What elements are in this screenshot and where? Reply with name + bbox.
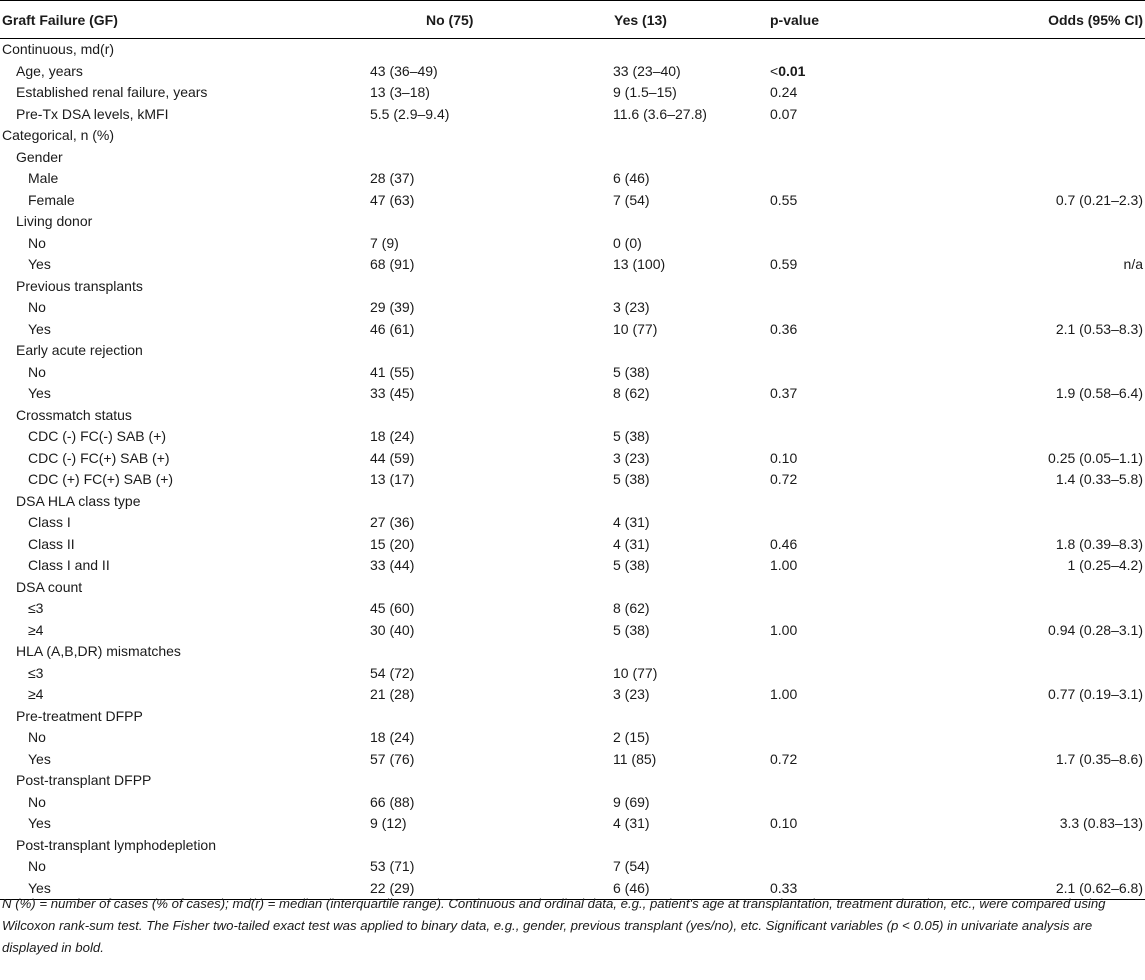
cell-no xyxy=(258,276,508,298)
cell-odds xyxy=(908,405,1145,427)
cell-odds xyxy=(908,276,1145,298)
row-label: Categorical, n (%) xyxy=(2,127,115,143)
cell-p-value xyxy=(758,469,908,491)
row-label: Yes xyxy=(28,385,51,401)
p-value-text: 0.01 xyxy=(778,62,806,79)
cell-p-value xyxy=(758,405,908,427)
row-label: Yes xyxy=(28,879,51,896)
table-row xyxy=(0,813,1145,835)
table-row xyxy=(0,448,1145,470)
cell-p-value xyxy=(758,835,908,857)
row-label: ≤3 xyxy=(28,600,44,616)
row-label: Early acute rejection xyxy=(16,342,143,358)
cell-p-value xyxy=(758,340,908,362)
cell-p-value xyxy=(758,448,908,470)
cell-yes: 8 (62) xyxy=(613,600,650,616)
p-value-text: 1.00 xyxy=(770,621,798,638)
cell-yes xyxy=(508,641,758,663)
table-row xyxy=(0,319,1145,341)
row-label: Established renal failure, years xyxy=(16,84,208,100)
row-label: CDC (-) FC(+) SAB (+) xyxy=(28,449,170,466)
row-label: No xyxy=(28,234,46,251)
cell-odds xyxy=(908,297,1145,319)
cell-p-value xyxy=(758,147,908,169)
p-value-text: 1.00 xyxy=(770,557,798,573)
cell-no xyxy=(258,405,508,427)
cell-no: 18 (24) xyxy=(370,729,415,745)
cell-yes xyxy=(508,125,758,147)
row-label: Yes xyxy=(28,320,51,337)
row-label: No xyxy=(28,858,46,874)
p-value-text: 1.00 xyxy=(770,686,798,702)
cell-odds xyxy=(908,770,1145,792)
cell-odds: 1 (0.25–4.2) xyxy=(1067,557,1143,573)
cell-no: 47 (63) xyxy=(370,191,415,208)
row-label: Class I and II xyxy=(28,557,110,573)
cell-p-value xyxy=(758,190,908,212)
cell-no: 15 (20) xyxy=(370,535,415,552)
table-row xyxy=(0,598,1145,620)
cell-no: 66 (88) xyxy=(370,793,415,810)
table-row xyxy=(0,856,1145,878)
header-odds: Odds (95% CI) xyxy=(1048,11,1143,28)
cell-no xyxy=(258,39,508,61)
cell-odds xyxy=(908,491,1145,513)
table-row xyxy=(0,620,1145,642)
row-label: DSA HLA class type xyxy=(16,492,141,509)
cell-no xyxy=(258,641,508,663)
header-graft-failure: Graft Failure (GF) xyxy=(2,11,118,28)
p-value-text: 0.33 xyxy=(770,879,798,896)
cell-p-value xyxy=(758,254,908,276)
cell-odds xyxy=(908,598,1145,620)
cell-p-value xyxy=(758,319,908,341)
cell-odds: 0.7 (0.21–2.3) xyxy=(1055,191,1143,208)
cell-no: 13 (17) xyxy=(370,471,415,487)
table-body xyxy=(0,39,1145,900)
cell-yes xyxy=(508,340,758,362)
cell-odds xyxy=(908,426,1145,448)
cell-odds xyxy=(908,61,1145,83)
table-row xyxy=(0,190,1145,212)
row-label: CDC (+) FC(+) SAB (+) xyxy=(28,471,174,487)
row-label: Age, years xyxy=(16,62,83,79)
cell-yes: 5 (38) xyxy=(613,363,650,380)
cell-yes: 7 (54) xyxy=(613,858,650,874)
cell-p-value xyxy=(758,856,908,878)
cell-p-value xyxy=(758,233,908,255)
cell-no: 53 (71) xyxy=(370,858,415,874)
p-value-text: 0.59 xyxy=(770,256,798,272)
cell-p-value xyxy=(758,770,908,792)
cell-p-value xyxy=(758,663,908,685)
table-row xyxy=(0,82,1145,104)
cell-odds xyxy=(908,362,1145,384)
cell-no xyxy=(258,340,508,362)
cell-odds xyxy=(908,835,1145,857)
table-row xyxy=(0,792,1145,814)
cell-p-value xyxy=(758,383,908,405)
cell-odds xyxy=(908,792,1145,814)
cell-no: 22 (29) xyxy=(370,879,415,896)
cell-odds: 1.4 (0.33–5.8) xyxy=(1055,471,1143,487)
row-label: Previous transplants xyxy=(16,277,143,294)
cell-no xyxy=(258,577,508,599)
cell-no: 43 (36–49) xyxy=(370,62,438,79)
cell-p-value xyxy=(758,211,908,233)
table-row xyxy=(0,641,1145,663)
cell-p-value xyxy=(758,727,908,749)
cell-p-value xyxy=(758,684,908,706)
cell-yes xyxy=(508,835,758,857)
table-row xyxy=(0,383,1145,405)
cell-yes: 10 (77) xyxy=(613,664,658,681)
cell-yes: 5 (38) xyxy=(613,471,650,487)
p-value-prefix: < xyxy=(770,62,779,79)
p-value-text: 0.10 xyxy=(770,449,798,466)
table-row xyxy=(0,168,1145,190)
cell-odds xyxy=(908,82,1145,104)
row-label: No xyxy=(28,729,46,745)
cell-yes xyxy=(508,147,758,169)
table-header-row xyxy=(0,1,1145,39)
cell-p-value xyxy=(758,125,908,147)
row-label: Yes xyxy=(28,750,51,767)
cell-p-value xyxy=(758,168,908,190)
cell-no: 5.5 (2.9–9.4) xyxy=(370,105,450,122)
row-label: HLA (A,B,DR) mismatches xyxy=(16,643,181,659)
p-value-text: 0.55 xyxy=(770,191,798,208)
cell-no: 18 (24) xyxy=(370,428,415,444)
cell-odds xyxy=(908,577,1145,599)
p-value-text: 0.46 xyxy=(770,535,798,552)
cell-no xyxy=(258,706,508,728)
cell-yes xyxy=(508,706,758,728)
cell-no: 27 (36) xyxy=(370,514,415,530)
table-row xyxy=(0,684,1145,706)
row-label: No xyxy=(28,299,46,315)
cell-no xyxy=(258,211,508,233)
cell-yes: 2 (15) xyxy=(613,729,650,745)
cell-odds xyxy=(908,168,1145,190)
cell-yes: 10 (77) xyxy=(613,320,658,337)
p-value-text: 0.72 xyxy=(770,471,798,487)
table-row xyxy=(0,534,1145,556)
cell-p-value xyxy=(758,82,908,104)
cell-yes xyxy=(508,211,758,233)
cell-yes: 11 (85) xyxy=(613,750,657,767)
cell-odds: 0.77 (0.19–3.1) xyxy=(1048,686,1143,702)
table-row xyxy=(0,362,1145,384)
table-row xyxy=(0,469,1145,491)
table-row xyxy=(0,61,1145,83)
cell-p-value xyxy=(758,39,908,61)
p-value-text: 0.37 xyxy=(770,385,798,401)
cell-yes xyxy=(508,39,758,61)
row-label: Yes xyxy=(28,815,51,831)
cell-p-value xyxy=(758,362,908,384)
cell-odds: 1.9 (0.58–6.4) xyxy=(1055,385,1143,401)
cell-yes: 4 (31) xyxy=(613,514,650,530)
row-label: ≥4 xyxy=(28,686,44,702)
cell-no: 33 (45) xyxy=(370,385,415,401)
cell-odds xyxy=(908,727,1145,749)
cell-odds: 1.7 (0.35–8.6) xyxy=(1055,750,1143,767)
row-label: Living donor xyxy=(16,213,93,229)
cell-odds xyxy=(908,663,1145,685)
cell-no: 28 (37) xyxy=(370,170,415,186)
cell-yes: 3 (23) xyxy=(613,449,650,466)
row-label: CDC (-) FC(-) SAB (+) xyxy=(28,428,167,444)
cell-p-value xyxy=(758,555,908,577)
cell-yes xyxy=(508,491,758,513)
cell-yes: 11.6 (3.6–27.8) xyxy=(613,105,707,122)
cell-odds xyxy=(908,856,1145,878)
cell-no: 13 (3–18) xyxy=(370,84,430,100)
cell-odds xyxy=(908,125,1145,147)
cell-odds xyxy=(908,39,1145,61)
cell-yes: 9 (1.5–15) xyxy=(613,84,677,100)
table-row xyxy=(0,125,1145,147)
p-value-text: 0.72 xyxy=(770,750,798,767)
cell-yes: 5 (38) xyxy=(613,428,650,444)
table-row xyxy=(0,512,1145,534)
table-row xyxy=(0,276,1145,298)
cell-p-value xyxy=(758,61,908,83)
cell-yes: 6 (46) xyxy=(613,879,650,896)
cell-no xyxy=(258,491,508,513)
row-label: No xyxy=(28,793,46,810)
row-label: Gender xyxy=(16,148,63,165)
row-label: Post-transplant lymphodepletion xyxy=(16,836,217,853)
cell-yes: 8 (62) xyxy=(613,385,650,401)
cell-no: 44 (59) xyxy=(370,449,415,466)
table-row xyxy=(0,104,1145,126)
cell-yes xyxy=(508,276,758,298)
row-label: Continuous, md(r) xyxy=(2,41,115,57)
table-row xyxy=(0,491,1145,513)
row-label: Crossmatch status xyxy=(16,406,132,423)
cell-p-value xyxy=(758,749,908,771)
cell-p-value xyxy=(758,426,908,448)
table-row xyxy=(0,770,1145,792)
cell-odds xyxy=(908,147,1145,169)
cell-p-value xyxy=(758,813,908,835)
cell-no: 68 (91) xyxy=(370,256,415,272)
cell-odds: 2.1 (0.53–8.3) xyxy=(1055,320,1143,337)
cell-yes xyxy=(508,405,758,427)
cell-yes: 3 (23) xyxy=(613,686,650,702)
p-value-text: 0.36 xyxy=(770,320,798,337)
cell-p-value xyxy=(758,491,908,513)
cell-no: 46 (61) xyxy=(370,320,415,337)
cell-no xyxy=(258,770,508,792)
table-row xyxy=(0,39,1145,61)
cell-no xyxy=(258,147,508,169)
cell-yes: 6 (46) xyxy=(613,170,650,186)
cell-yes: 0 (0) xyxy=(613,234,642,251)
cell-p-value xyxy=(758,534,908,556)
p-value-text: 0.24 xyxy=(770,84,798,100)
cell-yes: 33 (23–40) xyxy=(613,62,681,79)
row-label: Class I xyxy=(28,514,71,530)
row-label: Pre-Tx DSA levels, kMFI xyxy=(16,105,169,122)
table-row xyxy=(0,426,1145,448)
cell-p-value xyxy=(758,104,908,126)
cell-p-value xyxy=(758,297,908,319)
p-value-text: 0.07 xyxy=(770,105,798,122)
table-row xyxy=(0,254,1145,276)
header-yes: Yes (13) xyxy=(614,11,667,28)
row-label: Class II xyxy=(28,535,75,552)
table-row xyxy=(0,749,1145,771)
table-footnote: N (%) = number of cases (% of cases); md(r) = median (interquartile range). Continuous and ordinal data, e.g., patient's age at transplantation, treatment duration, etc., were compared using Wilcoxon rank-sum test. The Fisher two-tailed exact test was applied to binary data, e.g., gender, previous transplant (yes/no), etc. Significant variables (p < 0.05) in univariate analysis are displayed in bold. xyxy=(2,896,1106,955)
cell-odds xyxy=(908,641,1145,663)
cell-yes: 4 (31) xyxy=(613,535,650,552)
cell-odds: 0.25 (0.05–1.1) xyxy=(1048,449,1143,466)
cell-no: 33 (44) xyxy=(370,557,415,573)
cell-yes: 5 (38) xyxy=(613,621,650,638)
table-row xyxy=(0,555,1145,577)
cell-no: 30 (40) xyxy=(370,621,415,638)
cell-odds xyxy=(908,211,1145,233)
table-row xyxy=(0,340,1145,362)
cell-odds xyxy=(908,706,1145,728)
table-row xyxy=(0,297,1145,319)
cell-yes: 4 (31) xyxy=(613,815,650,831)
row-label: Male xyxy=(28,170,59,186)
cell-p-value xyxy=(758,577,908,599)
cell-p-value xyxy=(758,620,908,642)
cell-yes: 5 (38) xyxy=(613,557,650,573)
cell-odds: 2.1 (0.62–6.8) xyxy=(1055,879,1143,896)
table-row xyxy=(0,211,1145,233)
table-row xyxy=(0,233,1145,255)
cell-no xyxy=(258,835,508,857)
cell-odds xyxy=(908,512,1145,534)
cell-odds xyxy=(908,340,1145,362)
cell-odds: 0.94 (0.28–3.1) xyxy=(1048,621,1143,638)
row-label: Post-transplant DFPP xyxy=(16,772,152,788)
table-row xyxy=(0,835,1145,857)
cell-p-value xyxy=(758,706,908,728)
p-value-text: 0.10 xyxy=(770,815,798,831)
cell-no: 45 (60) xyxy=(370,600,415,616)
cell-odds: 3.3 (0.83–13) xyxy=(1059,815,1143,831)
cell-yes: 13 (100) xyxy=(613,256,666,272)
row-label: ≥4 xyxy=(28,621,44,638)
cell-odds xyxy=(908,233,1145,255)
table-row xyxy=(0,706,1145,728)
table-row xyxy=(0,405,1145,427)
cell-yes xyxy=(508,770,758,792)
cell-no: 29 (39) xyxy=(370,299,415,315)
cell-yes xyxy=(508,577,758,599)
cell-p-value xyxy=(758,641,908,663)
row-label: Yes xyxy=(28,256,51,272)
cell-no: 9 (12) xyxy=(370,815,407,831)
table-row xyxy=(0,727,1145,749)
cell-odds: n/a xyxy=(1123,256,1143,272)
cell-odds: 1.8 (0.39–8.3) xyxy=(1055,535,1143,552)
cell-p-value xyxy=(758,512,908,534)
cell-no: 57 (76) xyxy=(370,750,415,767)
row-label: DSA count xyxy=(16,578,83,595)
row-label: ≤3 xyxy=(28,664,44,681)
cell-no: 54 (72) xyxy=(370,664,415,681)
row-label: Female xyxy=(28,191,75,208)
table-row xyxy=(0,577,1145,599)
cell-no xyxy=(258,125,508,147)
row-label: Pre-treatment DFPP xyxy=(16,707,143,724)
cell-no: 7 (9) xyxy=(370,234,399,251)
table-row xyxy=(0,663,1145,685)
table-row xyxy=(0,147,1145,169)
cell-p-value xyxy=(758,792,908,814)
cell-odds xyxy=(908,104,1145,126)
cell-yes: 3 (23) xyxy=(613,299,650,315)
row-label: No xyxy=(28,363,46,380)
cell-no: 21 (28) xyxy=(370,686,415,702)
cell-no: 41 (55) xyxy=(370,363,415,380)
cell-yes: 9 (69) xyxy=(613,793,650,810)
header-no: No (75) xyxy=(426,11,474,28)
cell-yes: 7 (54) xyxy=(613,191,650,208)
header-p-value: p-value xyxy=(770,11,820,28)
cell-p-value xyxy=(758,276,908,298)
cell-p-value xyxy=(758,598,908,620)
